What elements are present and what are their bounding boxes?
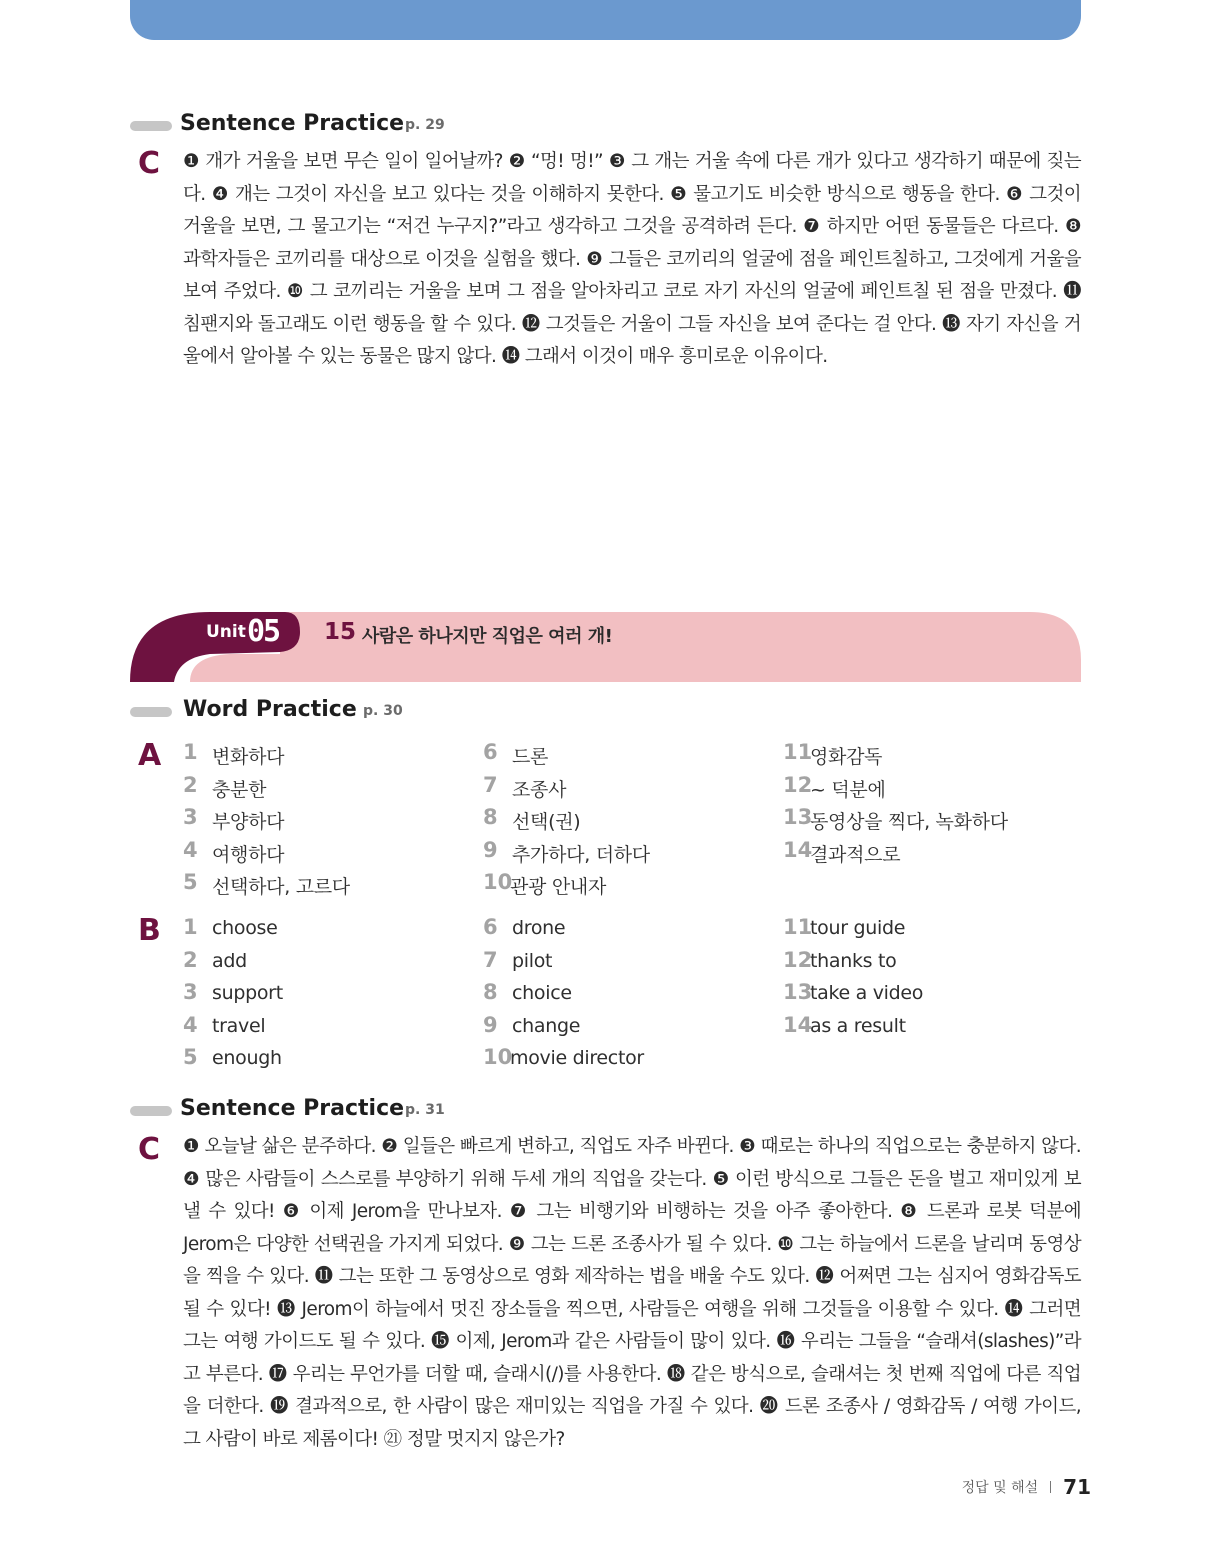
- page-number: 71: [1063, 1475, 1091, 1499]
- word-item-number: 4: [183, 1012, 198, 1037]
- sentence-practice-text-2: ❶ 오늘날 삶은 분주하다. ❷ 일들은 빠르게 변하고, 직업도 자주 바뀐다. ❸ 때로는 하나의 직업으로는 충분하지 않다. ❹ 많은 사람들이 스스로를 부양하기 위해 두세 개의 직업을 갖는다. ❺ 이런 방식으로 그들은 돈을 벌고 재미있게 보낼 수 있다! ❻ 이제 Jerom을 만나보자. ❼ 그는 비행기와 비행하는 것을 아주 좋아한다. ❽ 드론과 로봇 덕분에 Jerom은 다양한 선택권을 가지게 되었다. ❾ 그는 드론 조종사가 될 수 있다. ❿ 그는 하늘에서 드론을 날리며 동영상을 찍을 수 있다. ⓫ 그는 또한 그 동영상으로 영화 제작하는 법을 배울 수도 있다. ⓬ 어쩌면 그는 심지어 영화감독도 될 수 있다! ⓭ Jerom이 하늘에서 멋진 장소들을 찍으면, 사람들은 여행을 위해 그것들을 이용할 수 있다. ⓮ 그러면 그는 여행 가이드도 될 수 있다. ⓯ 이제, Jerom과 같은 사람들이 많이 있다. ⓰ 우리는 그들을 “슬래셔(slashes)”라고 부른다. ⓱ 우리는 무언가를 더할 때, 슬래시(/)를 사용한다. ⓲ 같은 방식으로, 슬래셔는 첫 번째 직업에 다른 직업을 더한다. ⓳ 결과적으로, 한 사람이 많은 재미있는 직업을 가질 수 있다. ⓴ 드론 조종사 / 영화감독 / 여행 가이드, 그 사람이 바로 제롬이다! ㉑ 정말 멋지지 않은가?: [183, 1136, 1081, 1450]
- footer-label: 정답 및 해설: [961, 1480, 1039, 1496]
- section-title: Word Practice: [183, 697, 357, 722]
- section-header-sentence-practice-2: [130, 1096, 530, 1126]
- word-item-number: 7: [483, 947, 498, 972]
- unit-label: Unit: [206, 622, 246, 642]
- word-item-number: 3: [183, 980, 198, 1004]
- word-item-text: 선택하다, 고르다: [212, 876, 350, 898]
- word-item-text: 변화하다: [212, 746, 285, 768]
- word-item-text: 동영상을 찍다, 녹화하다: [810, 811, 1008, 833]
- word-item-number: 13: [783, 805, 813, 829]
- word-item-number: 14: [783, 837, 813, 862]
- word-item-number: 3: [183, 805, 198, 829]
- page-reference: p. 30: [363, 703, 403, 719]
- lesson-title: 사람은 하나지만 직업은 여러 개!: [362, 626, 613, 647]
- exercise-letter-a: A: [138, 738, 162, 773]
- page-footer: [962, 1475, 1091, 1501]
- word-item-text: as a result: [810, 1014, 906, 1037]
- section-title: Sentence Practice: [180, 111, 405, 136]
- word-item-text: support: [212, 982, 283, 1004]
- word-item-number: 5: [183, 1045, 198, 1069]
- word-item-text: change: [512, 1014, 581, 1037]
- word-item-number: 6: [483, 740, 498, 764]
- word-item-number: 2: [183, 947, 198, 972]
- exercise-letter-b: B: [138, 913, 161, 948]
- section-title: Sentence Practice: [180, 1096, 405, 1121]
- page-reference: p. 31: [405, 1102, 445, 1118]
- word-item-number: 6: [483, 915, 498, 939]
- word-item-text: tour guide: [810, 917, 906, 939]
- unit-banner: [130, 610, 1081, 682]
- word-item-number: 12: [783, 947, 813, 972]
- word-item-number: 12: [783, 772, 813, 797]
- section-pill: [130, 707, 172, 717]
- word-item-number: 10: [483, 870, 513, 894]
- word-item-number: 11: [783, 915, 813, 939]
- sentence-practice-text-1: ❶ 개가 거울을 보면 무슨 일이 일어날까? ❷ “멍! 멍!” ❸ 그 개는 거울 속에 다른 개가 있다고 생각하기 때문에 짖는다. ❹ 개는 그것이 자신을 보고 있다는 것을 이해하지 못한다. ❺ 물고기도 비슷한 방식으로 행동을 한다. ❻ 그것이 거울을 보면, 그 물고기는 “저건 누구지?”라고 생각하고 그것을 공격하려 든다. ❼ 하지만 어떤 동물들은 다르다. ❽ 과학자들은 코끼리를 대상으로 이것을 실험을 했다. ❾ 그들은 코끼리의 얼굴에 점을 페인트칠하고, 그것에게 거울을 보여 주었다. ❿ 그 코끼리는 거울을 보며 그 점을 알아차리고 코로 자기 자신의 얼굴에 페인트칠 된 점을 만졌다. ⓫ 침팬지와 돌고래도 이런 행동을 할 수 있다. ⓬ 그것들은 거울이 그들 자신을 보여 준다는 걸 안다. ⓭ 자기 자신을 거울에서 알아볼 수 있는 동물은 많지 않다. ⓮ 그래서 이것이 매우 흥미로운 이유이다.: [183, 151, 1081, 367]
- word-item-text: movie director: [510, 1047, 644, 1069]
- word-item-text: 부양하다: [212, 811, 285, 833]
- word-item-text: choose: [212, 917, 278, 939]
- page-reference: p. 29: [405, 117, 445, 133]
- word-item-text: 영화감독: [810, 746, 883, 768]
- word-item-text: enough: [212, 1047, 282, 1069]
- footer-divider: [1050, 1481, 1051, 1493]
- word-item-text: 여행하다: [212, 843, 285, 866]
- lesson-number: 15: [324, 619, 357, 645]
- word-item-number: 9: [483, 1012, 498, 1037]
- word-item-text: pilot: [512, 949, 553, 972]
- word-item-number: 9: [483, 837, 498, 862]
- word-item-number: 7: [483, 772, 498, 797]
- word-item-number: 11: [783, 740, 813, 764]
- exercise-letter-c-2: C: [138, 1132, 161, 1167]
- word-item-text: travel: [212, 1014, 266, 1037]
- word-item-text: 선택(권): [512, 811, 581, 833]
- word-item-text: 드론: [512, 746, 549, 768]
- top-banner: [130, 0, 1081, 40]
- word-item-number: 1: [183, 915, 198, 939]
- section-pill: [130, 121, 172, 131]
- word-item-number: 8: [483, 805, 498, 829]
- exercise-letter-c-1: C: [138, 146, 161, 181]
- word-item-text: 충분한: [212, 778, 267, 801]
- word-item-text: 조종사: [512, 778, 567, 801]
- word-item-text: ~ 덕분에: [810, 778, 886, 801]
- word-item-text: add: [212, 949, 247, 972]
- word-item-text: take a video: [810, 982, 924, 1004]
- word-item-text: thanks to: [810, 949, 897, 972]
- section-header-word-practice: [130, 697, 530, 727]
- word-item-text: 결과적으로: [810, 843, 901, 866]
- word-item-text: choice: [512, 982, 572, 1004]
- word-item-number: 14: [783, 1012, 813, 1037]
- word-item-number: 10: [483, 1045, 513, 1069]
- word-item-number: 1: [183, 740, 198, 764]
- word-item-text: drone: [512, 917, 566, 939]
- section-pill: [130, 1106, 172, 1116]
- unit-number: 05: [247, 614, 280, 649]
- word-item-number: 4: [183, 837, 198, 862]
- section-header-sentence-practice-1: [130, 111, 530, 141]
- word-item-text: 추가하다, 더하다: [512, 843, 650, 866]
- word-item-text: 관광 안내자: [510, 876, 607, 898]
- word-item-number: 2: [183, 772, 198, 797]
- word-item-number: 5: [183, 870, 198, 894]
- word-item-number: 8: [483, 980, 498, 1004]
- word-item-number: 13: [783, 980, 813, 1004]
